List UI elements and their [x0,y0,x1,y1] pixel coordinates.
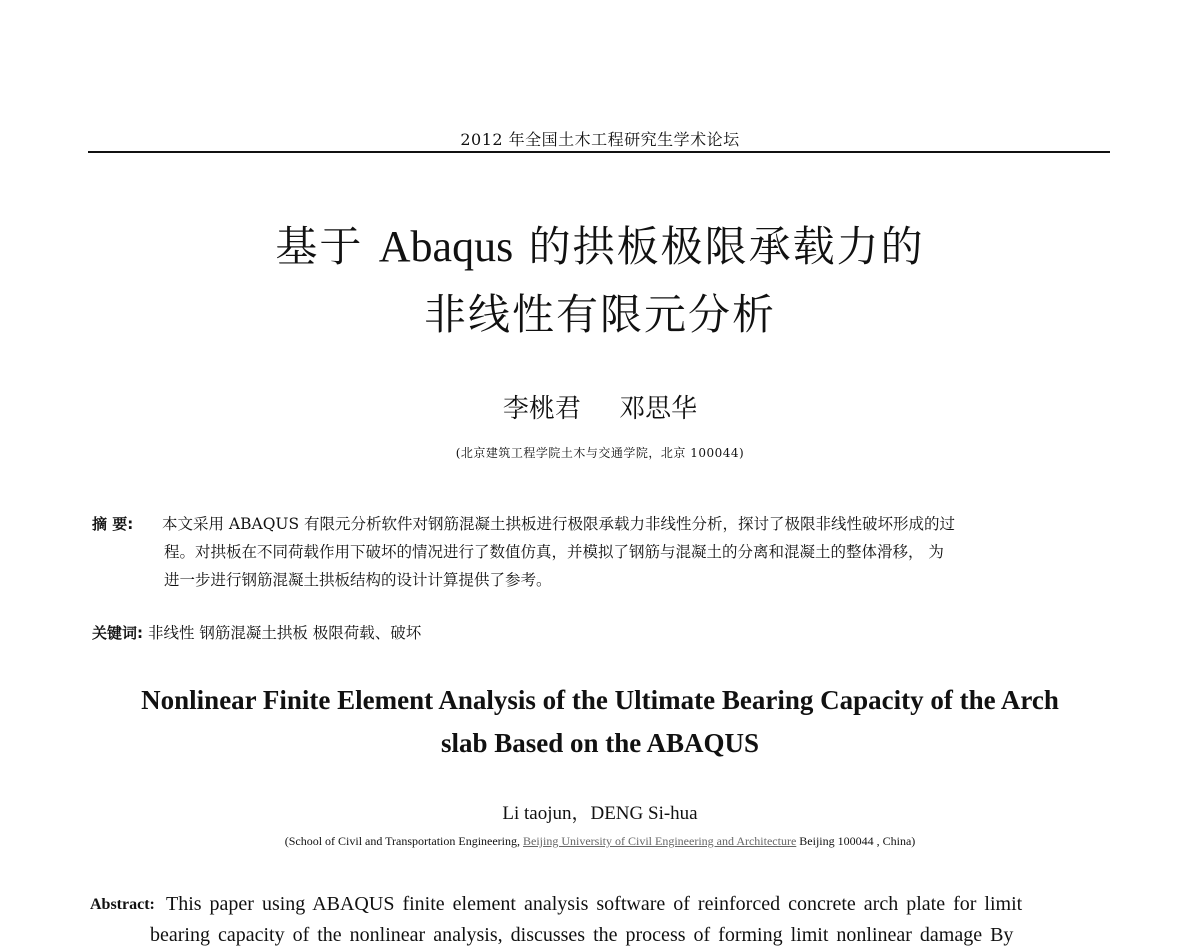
chinese-abstract-line-1: 本文采用 ABAQUS 有限元分析软件对钢筋混凝土拱板进行极限承载力非线性分析，探讨了极限非线性破坏形成的过 [162,515,956,533]
english-abstract-line-2: bearing capacity of the nonlinear analysis, discusses the process of forming limit nonlinear damage By [150,924,1014,946]
chinese-keywords-label: 关键词: [92,624,143,642]
english-affiliation-institution: Beijing University of Civil Engineering and Architecture [523,834,797,848]
english-abstract-line-1: This paper using ABAQUS finite element analysis software of reinforced concrete arch plate for limit [166,893,1023,915]
english-affiliation [0,834,1200,849]
header-rule [88,151,1110,153]
english-title-line-1: Nonlinear Finite Element Analysis of the Ultimate Bearing Capacity of the Arch [141,685,1059,715]
running-header: 2012 年全国土木工程研究生学术论坛 [460,130,740,149]
chinese-abstract-label: 摘 要: [92,515,134,533]
chinese-title-line-1 [0,214,1200,274]
chinese-affiliation: (北京建筑工程学院土木与交通学院，北京 100044) [455,446,745,460]
chinese-abstract-line-3: 进一步进行钢筋混凝土拱板结构的设计计算提供了参考。 [164,571,552,589]
chinese-title-line-2: 非线性有限元分析 [423,290,776,339]
chinese-title-latin: Abaqus [378,222,514,271]
chinese-abstract-line-2: 程。对拱板在不同荷载作用下破坏的情况进行了数值仿真，并模拟了钢筋与混凝土的分离和混凝土的整体滑移， 为 [164,543,944,561]
english-title-line-2: slab Based on the ABAQUS [440,728,760,758]
chinese-title-prefix: 基于 [275,222,379,271]
english-abstract-label: Abstract: [90,896,155,913]
chinese-title-suffix: 的拱板极限承载力的 [513,222,925,271]
chinese-authors: 李桃君 邓思华 [502,394,698,424]
chinese-keywords-text: 非线性 钢筋混凝土拱板 极限荷载、破坏 [147,624,422,642]
english-affiliation-prefix: (School of Civil and Transportation Engineering, [284,834,524,848]
chinese-keywords [92,621,421,643]
english-authors: Li taojun，DENG Si-hua [502,803,698,824]
english-affiliation-suffix: Beijing 100044 , China) [796,834,916,848]
